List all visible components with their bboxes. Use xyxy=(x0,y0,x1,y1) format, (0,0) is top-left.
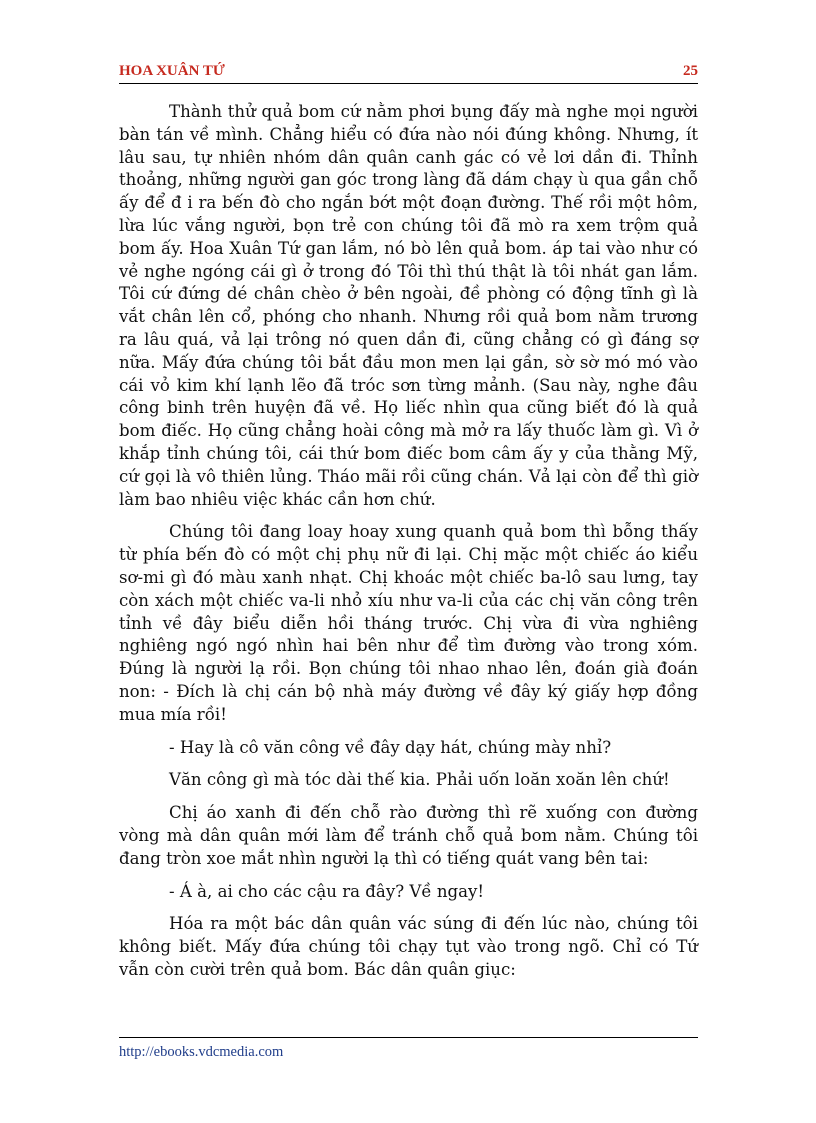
paragraph: Chúng tôi đang loay hoay xung quanh quả bom thì bỗng thấy từ phía bến đò có một chị phụ nữ đi lại. Chị mặc một chiếc áo kiểu sơ-mi gì đó màu xanh nhạt. Chị khoác một chiếc ba-lô sau lưng, tay còn xách một chiếc va-li nhỏ xíu như va-li của các chị văn công trên tỉnh về đây biểu diễn hồi tháng trước. Chị vừa đi vừa nghiêng nghiêng ngó ngó nhìn hai bên như để tìm đường vào trong xóm. Đúng là người lạ rồi. Bọn chúng tôi nhao nhao lên, đoán già đoán non: - Đích là chị cán bộ nhà máy đường về đây ký giấy hợp đồng mua mía rồi! xyxy=(119,522,698,724)
paragraph: - Hay là cô văn công về đây dạy hát, chúng mày nhỉ? xyxy=(169,737,612,757)
page-number: 25 xyxy=(683,63,698,79)
book-title: HOA XUÂN TỨ xyxy=(119,63,225,79)
paragraph: Văn công gì mà tóc dài thế kia. Phải uốn loăn xoăn lên chứ! xyxy=(169,770,670,790)
paragraph: Chị áo xanh đi đến chỗ rào đường thì rẽ xuống con đường vòng mà dân quân mới làm để tránh chỗ quả bom nằm. Chúng tôi đang tròn xoe mắt nhìn người lạ thì có tiếng quát vang bên tai: xyxy=(119,803,698,868)
page-header xyxy=(119,61,698,84)
source-url-link[interactable]: http://ebooks.vdcmedia.com xyxy=(119,1044,284,1060)
body-text xyxy=(119,101,698,992)
paragraph: Thành thử quả bom cứ nằm phơi bụng đấy mà nghe mọi người bàn tán về mình. Chẳng hiểu có đứa nào nói đúng không. Nhưng, ít lâu sau, tự nhiên nhóm dân quân canh gác có vẻ lơi dần đi. Thỉnh thoảng, những người gan góc trong làng đã dám chạy ù qua gần chỗ ấy để đ i ra bến đò cho ngắn bớt một đoạn đường. Thế rồi một hôm, lừa lúc vắng người, bọn trẻ con chúng tôi đã mò ra xem trộm quả bom ấy. Hoa Xuân Tứ gan lắm, nó bò lên quả bom. áp tai vào như có vẻ nghe ngóng cái gì ở trong đó Tôi thì thú thật là tôi nhát gan lắm. Tôi cứ đứng dé chân chèo ở bên ngoài, đề phòng có động tĩnh gì là vắt chân lên cổ, phóng cho nhanh. Nhưng rồi quả bom nằm trương ra lâu quá, vả lại trông nó quen dần đi, cũng chẳng có gì đáng sợ nữa. Mấy đứa chúng tôi bắt đầu mon men lại gần, sờ sờ mó mó vào cái vỏ kim khí lạnh lẽo đã tróc sơn từng mảnh. (Sau này, nghe đâu công binh trên huyện đã về. Họ liếc nhìn qua cũng biết đó là quả bom điếc. Họ cũng chẳng hoài công mà mở ra lấy thuốc làm gì. Vì ở khắp tỉnh chúng tôi, cái thứ bom điếc bom câm ấy y của thằng Mỹ, cứ gọi là vô thiên lủng. Tháo mãi rồi cũng chán. Vả lại còn để thì giờ làm bao nhiêu việc khác cần hơn chứ. xyxy=(119,102,698,509)
paragraph: Hóa ra một bác dân quân vác súng đi đến lúc nào, chúng tôi không biết. Mấy đứa chúng tôi chạy tụt vào trong ngõ. Chỉ có Tứ vẫn còn cười trên quả bom. Bác dân quân giục: xyxy=(119,914,698,979)
paragraph: - Á à, ai cho các cậu ra đây? Về ngay! xyxy=(169,881,485,901)
page-footer xyxy=(119,1037,698,1061)
